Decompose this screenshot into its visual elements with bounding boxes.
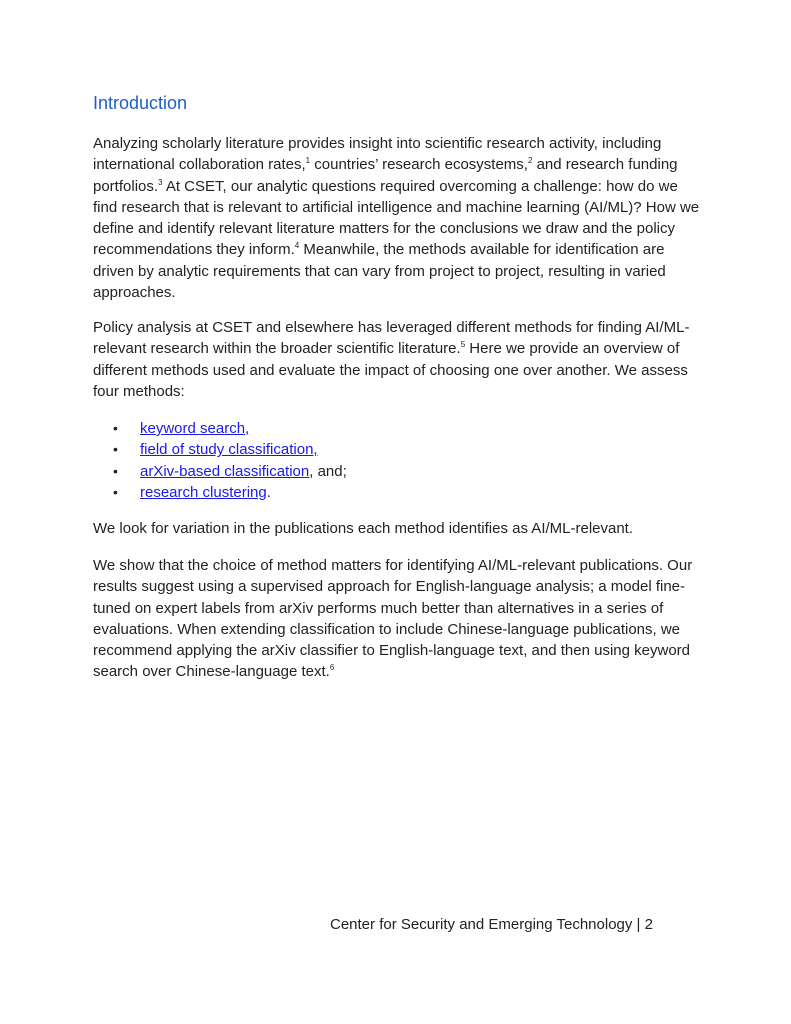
footnote-ref-4[interactable]: 4 xyxy=(294,241,300,251)
intro-paragraph-4 xyxy=(93,555,703,683)
link-research-clustering[interactable]: research clustering xyxy=(140,483,267,501)
footnote-ref-5[interactable]: 5 xyxy=(460,340,466,350)
list-item-suffix: , and; xyxy=(309,462,347,480)
link-field-of-study[interactable]: field of study classification, xyxy=(140,441,318,459)
list-item xyxy=(113,418,347,439)
link-arxiv-classification[interactable]: arXiv-based classification xyxy=(140,462,310,480)
list-item xyxy=(113,461,347,482)
text-segment: At CSET, our analytic questions required overcoming a challenge: how do we find research that is relevant to artificial intelligence and machine learning (AI/ML)? How we define and identify relevant literature matters for the conclusions we draw and the policy recommendations they inform. xyxy=(93,177,700,259)
footnote-ref-2[interactable]: 2 xyxy=(527,156,533,166)
bullet-icon: • xyxy=(113,462,118,479)
footnote-ref-6[interactable]: 6 xyxy=(329,663,335,673)
footnote-ref-3[interactable]: 3 xyxy=(158,177,163,187)
intro-paragraph-1 xyxy=(93,133,703,303)
text-segment: countries’ research ecosystems, xyxy=(310,156,528,174)
footnote-ref-1[interactable]: 1 xyxy=(305,156,311,166)
list-item xyxy=(113,439,347,460)
text-segment: Here we provide an overview of different methods used and evaluate the impact of choosing one over another. We assess four methods: xyxy=(93,340,688,400)
intro-paragraph-3: We look for variation in the publications each method identifies as AI/ML-relevant. xyxy=(93,520,634,537)
list-item xyxy=(113,482,347,503)
page-footer: Center for Security and Emerging Technology | 2 xyxy=(330,916,653,933)
list-item-suffix: . xyxy=(266,483,271,501)
section-heading: Introduction xyxy=(93,93,188,113)
link-keyword-search[interactable]: keyword search, xyxy=(140,420,250,437)
text-segment: We show that the choice of method matters for identifying AI/ML-relevant publications. Our results suggest using a supervised approach for English-language analysis; a model fine-tuned on expert labels from arXiv performs much better than alternatives in a series of evaluations. When extending classification to include Chinese-language publications, we recommend applying the arXiv classifier to English-language text, and then using keyword search over Chinese-language text. xyxy=(93,557,693,681)
bullet-icon: • xyxy=(113,441,118,458)
text-segment: and research funding portfolios. xyxy=(93,156,678,195)
intro-paragraph-2 xyxy=(93,317,703,402)
bullet-icon: • xyxy=(113,420,118,436)
text-segment: Meanwhile, the methods available for identification are driven by analytic requirements that can vary from project to project, resulting in varied approaches. xyxy=(93,241,666,302)
bullet-icon: • xyxy=(113,483,118,500)
text-segment: Policy analysis at CSET and elsewhere has leveraged different methods for finding AI/ML-relevant research within the broader scientific literature. xyxy=(93,319,690,358)
text-segment: Analyzing scholarly literature provides insight into scientific research activity, including international collaboration rates, xyxy=(93,135,662,174)
methods-list xyxy=(113,418,347,503)
